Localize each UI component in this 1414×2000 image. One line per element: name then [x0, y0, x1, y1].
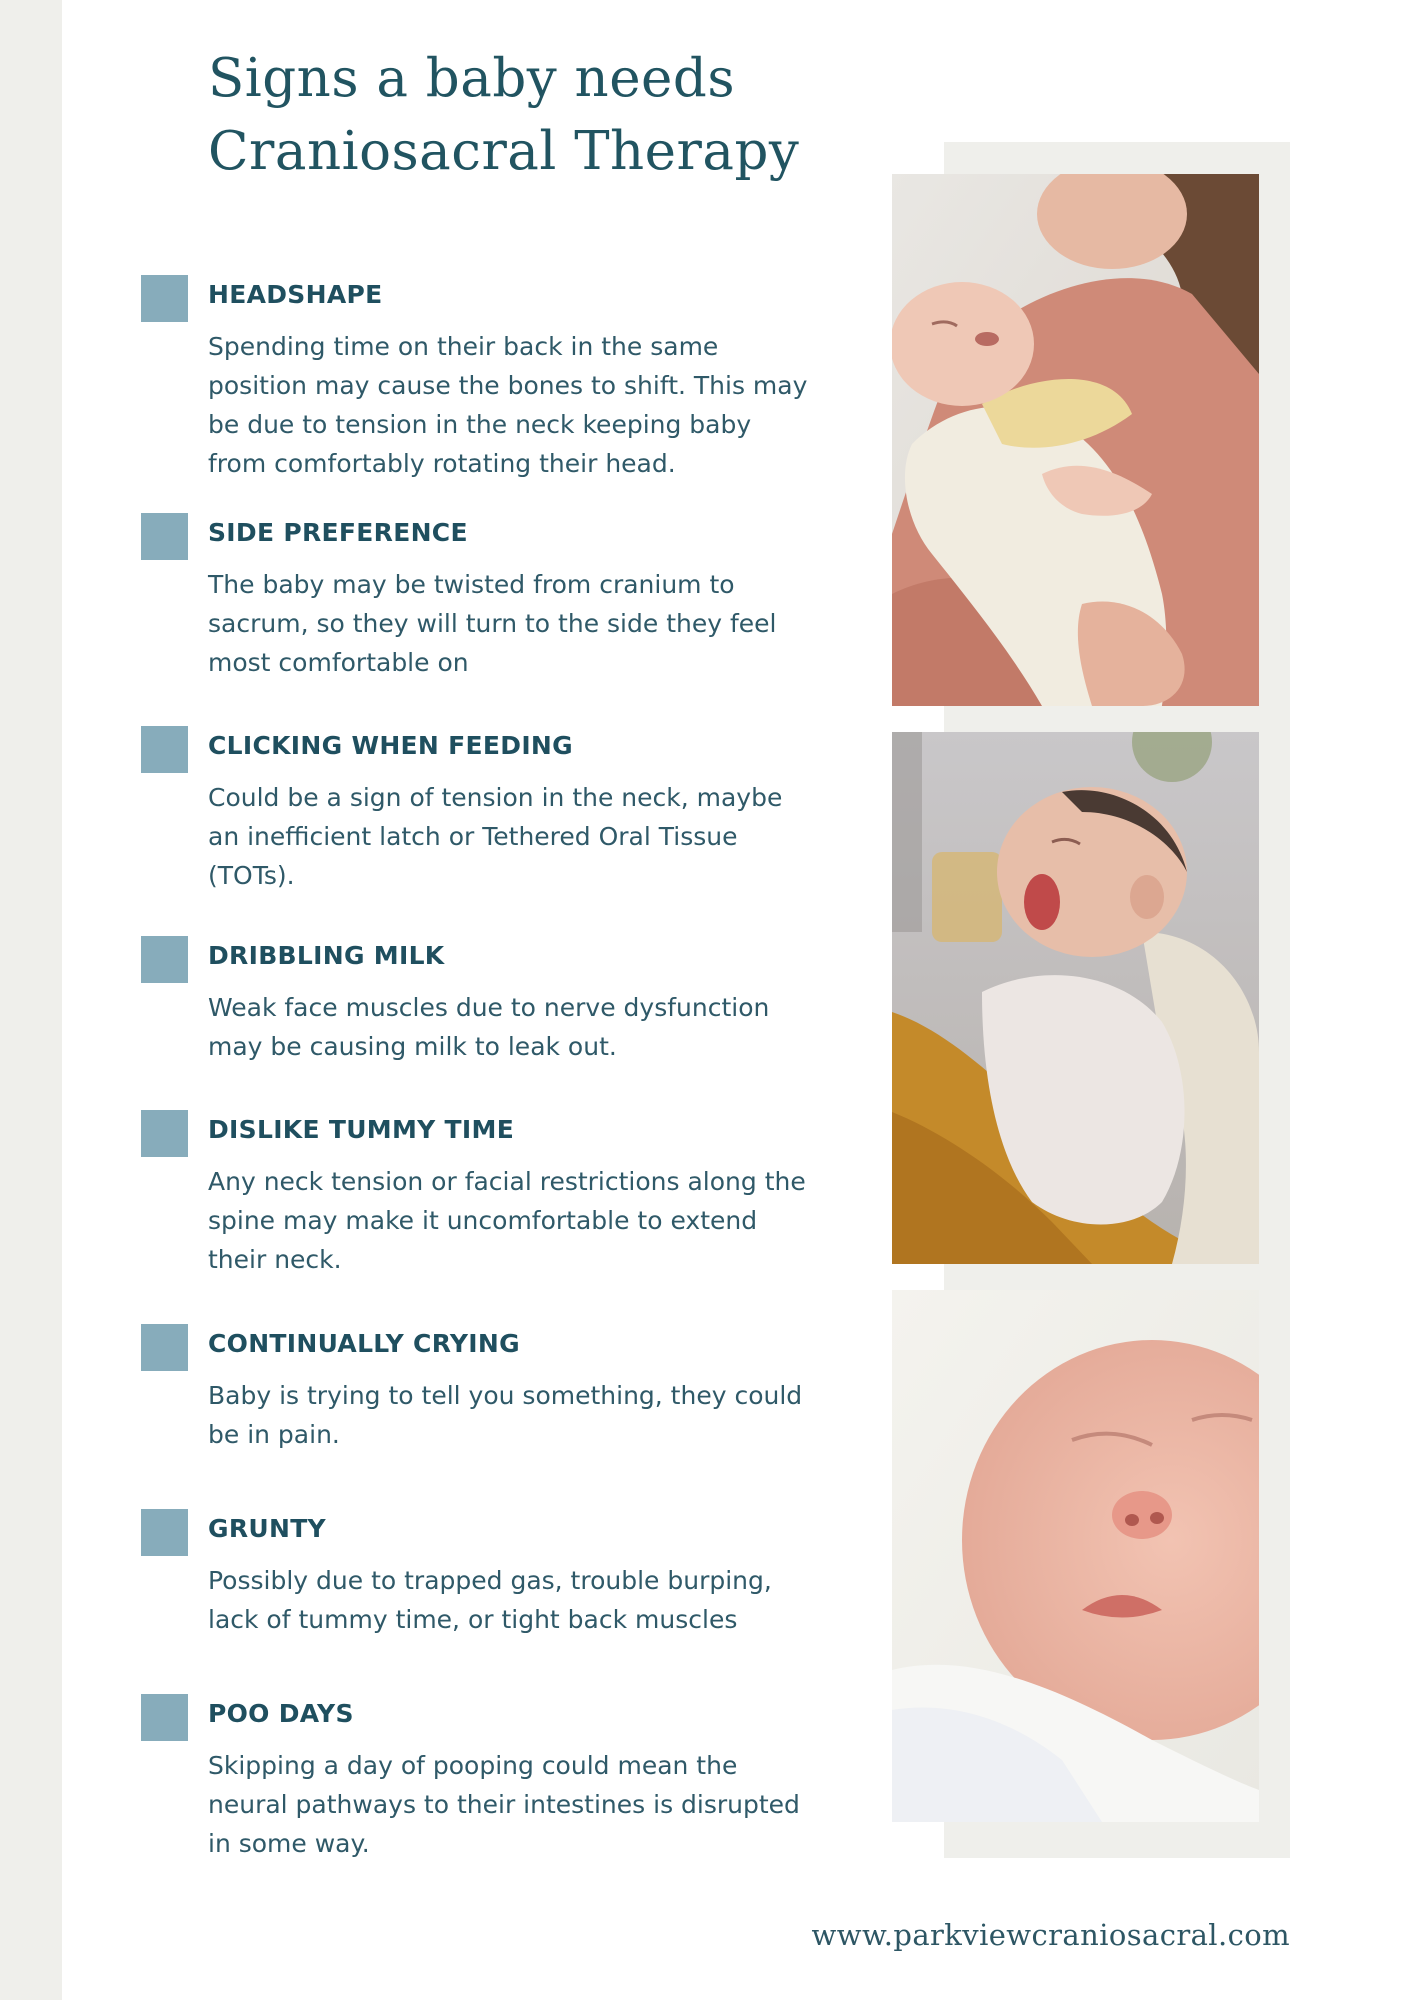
- sign-heading: SIDE PREFERENCE: [208, 518, 468, 547]
- bullet-square-icon: [141, 513, 188, 560]
- website-url: www.parkviewcraniosacral.com: [811, 1918, 1290, 1952]
- sign-heading: POO DAYS: [208, 1699, 354, 1728]
- page-title-line-2: Craniosacral Therapy: [208, 121, 800, 182]
- sign-description: Any neck tension or facial restrictions along the spine may make it uncomfortable to extend their neck.: [208, 1167, 806, 1274]
- bullet-square-icon: [141, 936, 188, 983]
- left-decorative-band: [0, 0, 62, 2000]
- sign-heading: CLICKING WHEN FEEDING: [208, 731, 573, 760]
- sign-description: Skipping a day of pooping could mean the neural pathways to their intestines is disrupted in some way.: [208, 1751, 800, 1858]
- bullet-square-icon: [141, 726, 188, 773]
- sign-heading: CONTINUALLY CRYING: [208, 1329, 520, 1358]
- sign-description: Could be a sign of tension in the neck, maybe an inefficient latch or Tethered Oral Tissue (TOTs).: [208, 783, 783, 890]
- bullet-square-icon: [141, 1509, 188, 1556]
- sign-heading: HEADSHAPE: [208, 280, 383, 309]
- sign-description: Spending time on their back in the same position may cause the bones to shift. This may be due to tension in the neck keeping baby from comfortably rotating their head.: [208, 332, 808, 478]
- page-title-line-1: Signs a baby needs: [208, 48, 736, 109]
- sign-description: The baby may be twisted from cranium to sacrum, so they will turn to the side they feel most comfortable on: [208, 570, 777, 677]
- bullet-square-icon: [141, 275, 188, 322]
- sign-heading: DRIBBLING MILK: [208, 941, 445, 970]
- sign-description: Weak face muscles due to nerve dysfunction may be causing milk to leak out.: [208, 993, 770, 1061]
- photo-yawning-baby: [892, 732, 1259, 1264]
- photo-mother-holding-crying-baby: [892, 174, 1259, 706]
- sign-description: Possibly due to trapped gas, trouble burping, lack of tummy time, or tight back muscles: [208, 1566, 772, 1634]
- sign-heading: DISLIKE TUMMY TIME: [208, 1115, 515, 1144]
- bullet-square-icon: [141, 1324, 188, 1371]
- bullet-square-icon: [141, 1694, 188, 1741]
- page-title: [208, 42, 828, 188]
- sign-heading: GRUNTY: [208, 1514, 326, 1543]
- bullet-square-icon: [141, 1110, 188, 1157]
- sign-description: Baby is trying to tell you something, they could be in pain.: [208, 1381, 803, 1449]
- photo-grimacing-newborn: [892, 1290, 1259, 1822]
